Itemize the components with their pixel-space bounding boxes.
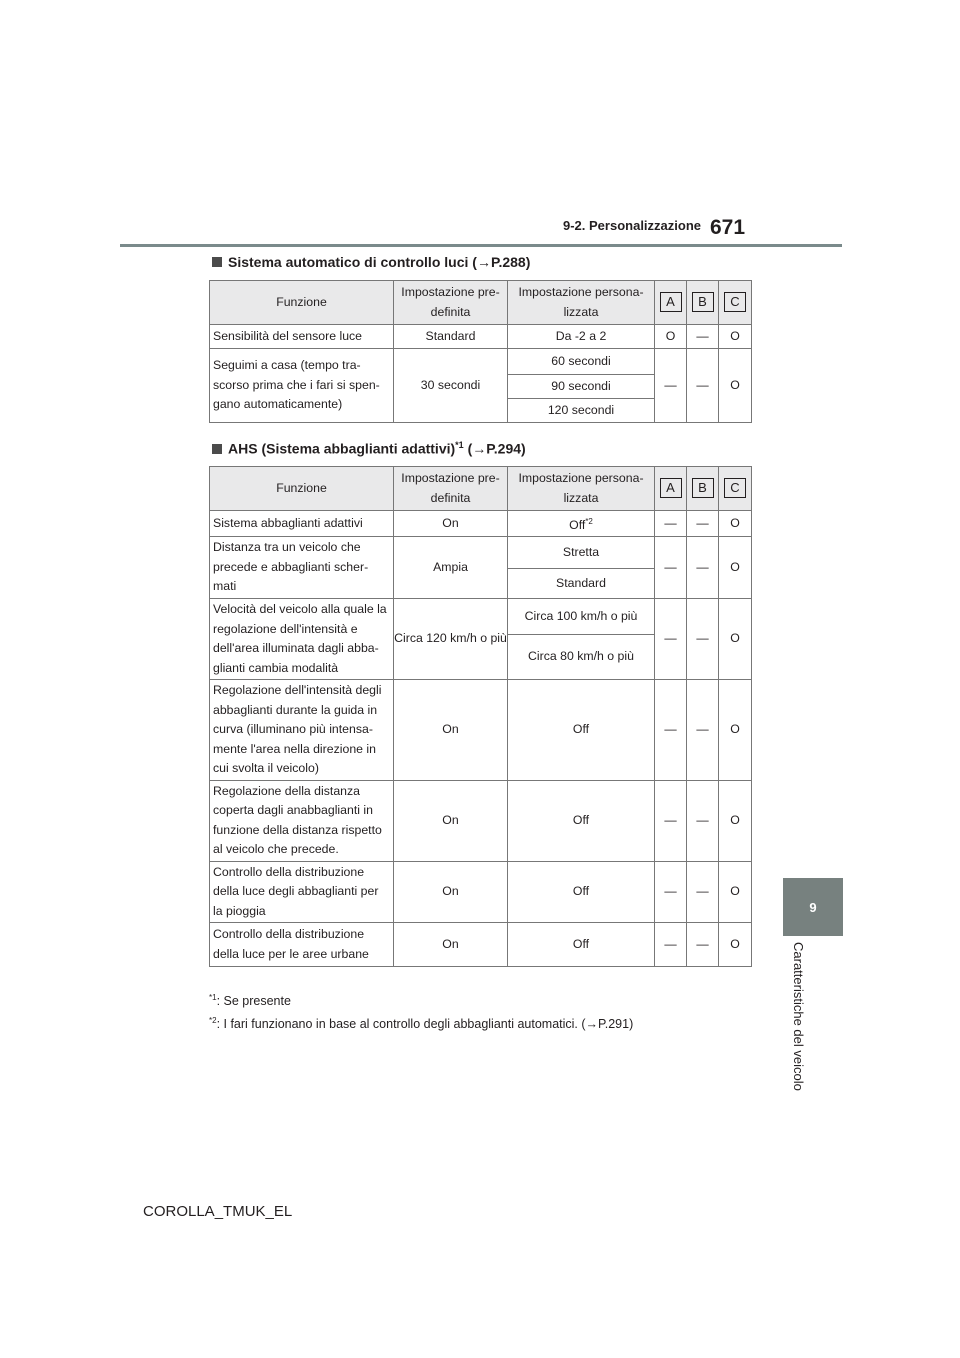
table-row bbox=[210, 511, 752, 537]
option-cell: Da -2 a 2 bbox=[508, 325, 655, 349]
function-cell: Controllo della distribuzione della luce degli abbaglianti per la pioggia bbox=[210, 861, 394, 923]
method-a-cell: — bbox=[655, 349, 687, 423]
table-row bbox=[210, 780, 752, 861]
default-cell: On bbox=[394, 780, 508, 861]
option-cell: 90 secondi bbox=[508, 375, 655, 399]
bullet-square-icon bbox=[212, 444, 222, 454]
function-cell: Regolazione della distanza coperta dagli anabbaglianti in funzione della distanza rispetto al veicolo che precede. bbox=[210, 780, 394, 861]
option-cell: Off bbox=[508, 861, 655, 923]
setting-method-c-icon: C bbox=[724, 292, 746, 312]
option-cell: Off bbox=[508, 923, 655, 967]
table-row bbox=[210, 537, 752, 569]
default-cell: On bbox=[394, 861, 508, 923]
col-c bbox=[719, 467, 752, 511]
header-divider bbox=[120, 244, 842, 247]
default-cell: 30 secondi bbox=[394, 349, 508, 423]
function-cell: Velocità del veicolo alla quale la regolazione dell'intensità e dell'area illuminata dagli abba-glianti cambia modalità bbox=[210, 599, 394, 680]
col-b bbox=[687, 281, 719, 325]
section2-title: AHS (Sistema abbaglianti adattivi)$^{*1}$ (→P.294) bbox=[212, 440, 526, 457]
default-cell: Circa 120 km/h o più bbox=[394, 599, 508, 680]
option-cell: 60 secondi bbox=[508, 349, 655, 375]
default-cell: On bbox=[394, 680, 508, 781]
settings-table-lights bbox=[209, 280, 752, 423]
method-a-cell: — bbox=[655, 780, 687, 861]
footnote-1: $^{*1}$: Se presente bbox=[209, 993, 291, 1009]
setting-method-a-icon: A bbox=[660, 292, 682, 312]
settings-table-ahs bbox=[209, 466, 752, 967]
setting-method-b-icon: B bbox=[692, 292, 714, 312]
col-a bbox=[655, 467, 687, 511]
table-row bbox=[210, 349, 752, 375]
table-row bbox=[210, 923, 752, 967]
method-c-cell: O bbox=[719, 511, 752, 537]
default-cell: Ampia bbox=[394, 537, 508, 599]
option-cell: Stretta bbox=[508, 537, 655, 569]
method-c-cell: O bbox=[719, 680, 752, 781]
col-c bbox=[719, 281, 752, 325]
table-row bbox=[210, 599, 752, 635]
setting-method-b-icon: B bbox=[692, 478, 714, 498]
method-b-cell: — bbox=[687, 511, 719, 537]
col-default: Impostazione pre-definita bbox=[394, 467, 508, 511]
function-cell: Sistema abbaglianti adattivi bbox=[210, 511, 394, 537]
option-cell: Off bbox=[508, 680, 655, 781]
method-a-cell: — bbox=[655, 923, 687, 967]
method-b-cell: — bbox=[687, 537, 719, 599]
method-b-cell: — bbox=[687, 780, 719, 861]
method-a-cell: — bbox=[655, 680, 687, 781]
method-a-cell: — bbox=[655, 599, 687, 680]
method-b-cell: — bbox=[687, 325, 719, 349]
method-a-cell: O bbox=[655, 325, 687, 349]
method-b-cell: — bbox=[687, 349, 719, 423]
col-b bbox=[687, 467, 719, 511]
col-custom: Impostazione persona-lizzata bbox=[508, 281, 655, 325]
doc-code: COROLLA_TMUK_EL bbox=[143, 1203, 293, 1220]
method-c-cell: O bbox=[719, 325, 752, 349]
bullet-square-icon bbox=[212, 257, 222, 267]
method-b-cell: — bbox=[687, 680, 719, 781]
method-c-cell: O bbox=[719, 537, 752, 599]
method-c-cell: O bbox=[719, 923, 752, 967]
setting-method-a-icon: A bbox=[660, 478, 682, 498]
col-custom: Impostazione persona-lizzata bbox=[508, 467, 655, 511]
method-b-cell: — bbox=[687, 923, 719, 967]
function-cell: Distanza tra un veicolo che precede e abbaglianti scher-mati bbox=[210, 537, 394, 599]
method-c-cell: O bbox=[719, 780, 752, 861]
method-a-cell: — bbox=[655, 511, 687, 537]
setting-method-c-icon: C bbox=[724, 478, 746, 498]
col-funzione: Funzione bbox=[210, 281, 394, 325]
function-cell: Controllo della distribuzione della luce per le aree urbane bbox=[210, 923, 394, 967]
header-row bbox=[210, 281, 752, 325]
default-cell: Standard bbox=[394, 325, 508, 349]
option-cell: Standard bbox=[508, 569, 655, 599]
page-number: 671 bbox=[710, 216, 746, 239]
method-a-cell: — bbox=[655, 537, 687, 599]
col-a bbox=[655, 281, 687, 325]
col-funzione: Funzione bbox=[210, 467, 394, 511]
function-cell: Regolazione dell'intensità degli abbaglianti durante la guida in curva (illuminano più intensa-mente l'area nella direzione in cui svolta il veicolo) bbox=[210, 680, 394, 781]
table-row bbox=[210, 680, 752, 781]
option-cell: Off$^{*2}$ bbox=[508, 511, 655, 537]
default-cell: On bbox=[394, 923, 508, 967]
method-b-cell: — bbox=[687, 599, 719, 680]
section-header: 9-2. Personalizzazione bbox=[563, 218, 701, 233]
chapter-title: Caratteristiche del veicolo bbox=[791, 942, 806, 1091]
section1-title: Sistema automatico di controllo luci (→P.288) bbox=[212, 254, 530, 270]
footnote-2: $^{*2}$: I fari funzionano in base al controllo degli abbaglianti automatici. (→P.291) bbox=[209, 1016, 634, 1032]
method-c-cell: O bbox=[719, 599, 752, 680]
method-a-cell: — bbox=[655, 861, 687, 923]
page-ref-link[interactable]: →P.288) bbox=[476, 254, 531, 270]
table-row bbox=[210, 861, 752, 923]
option-cell: Off bbox=[508, 780, 655, 861]
page-ref-link[interactable]: (→P.294) bbox=[463, 440, 526, 457]
col-default: Impostazione pre-definita bbox=[394, 281, 508, 325]
chapter-tab[interactable]: 9 bbox=[783, 878, 843, 936]
method-c-cell: O bbox=[719, 349, 752, 423]
table-row bbox=[210, 325, 752, 349]
function-cell: Seguimi a casa (tempo tra-scorso prima che i fari si spen-gano automaticamente) bbox=[210, 349, 394, 423]
header-row bbox=[210, 467, 752, 511]
option-cell: Circa 80 km/h o più bbox=[508, 635, 655, 680]
method-b-cell: — bbox=[687, 861, 719, 923]
default-cell: On bbox=[394, 511, 508, 537]
function-cell: Sensibilità del sensore luce bbox=[210, 325, 394, 349]
option-cell: 120 secondi bbox=[508, 399, 655, 423]
option-cell: Circa 100 km/h o più bbox=[508, 599, 655, 635]
method-c-cell: O bbox=[719, 861, 752, 923]
